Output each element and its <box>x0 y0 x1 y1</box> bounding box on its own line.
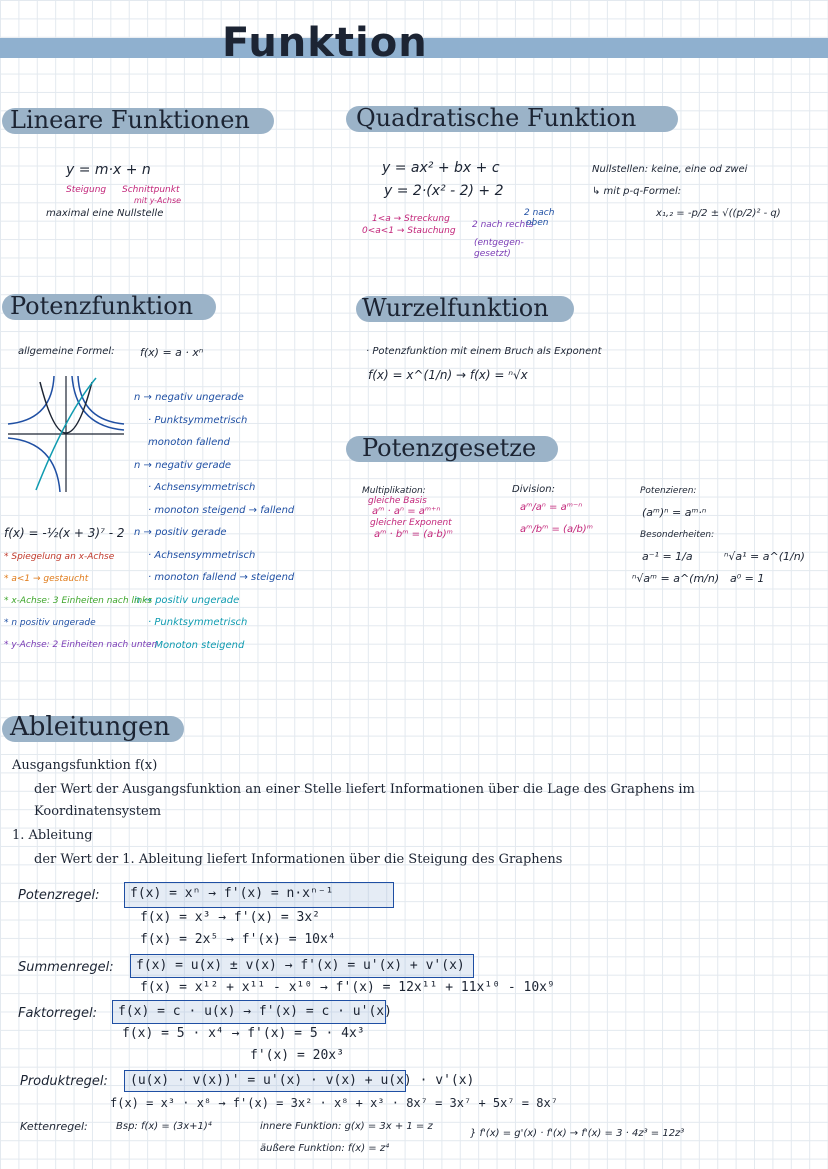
potenz-note-item: * x-Achse: 3 Einheiten nach links <box>4 596 153 606</box>
potenz-prop-item: · Monoton steigend <box>148 639 245 651</box>
kettenregel-inner: innere Funktion: g(x) = 3x + 1 = z <box>260 1121 433 1132</box>
heading-lineare: Lineare Funktionen <box>10 106 250 134</box>
quad-ann-streckung: 1<a → Streckung <box>372 214 450 224</box>
heading-quadratische: Quadratische Funktion <box>356 104 637 132</box>
potenzregel-ex2: f(x) = 2x⁵ → f'(x) = 10x⁴ <box>140 932 336 947</box>
gesetze-div-1: aᵐ/aⁿ = aᵐ⁻ⁿ <box>520 502 583 513</box>
faktorregel-label: Faktorregel: <box>18 1006 97 1021</box>
produktregel-label: Produktregel: <box>20 1074 108 1089</box>
quad-ann-stauchung: 0<a<1 → Stauchung <box>362 226 456 236</box>
kettenregel-label: Kettenregel: <box>20 1120 88 1133</box>
linear-note: maximal eine Nullstelle <box>46 208 164 219</box>
abl-ausgang-desc1: der Wert der Ausgangsfunktion an einer Stelle liefert Informationen über die Lage des Graphens im <box>34 782 695 797</box>
heading-potenz: Potenzfunktion <box>10 292 194 320</box>
graph-curve-neg-even-right <box>78 376 124 424</box>
quad-ann-oben2: oben <box>526 218 549 228</box>
gesetze-mult-3: gleicher Exponent <box>370 518 452 528</box>
quad-nullstellen: Nullstellen: keine, eine od zwei <box>592 164 748 175</box>
potenz-allg-formula: f(x) = a · xⁿ <box>140 346 204 359</box>
linear-label-steigung: Steigung <box>66 185 107 195</box>
abl-erste: 1. Ableitung <box>12 828 93 843</box>
summenregel-ex: f(x) = x¹² + x¹¹ - x¹⁰ → f'(x) = 12x¹¹ + 11x¹⁰ - 10x⁹ <box>140 980 555 995</box>
potenz-prop-item: · Punktsymmetrisch <box>148 414 248 426</box>
linear-label-y-achse: mit y-Achse <box>134 196 182 205</box>
quad-pq-label: ↳ mit p-q-Formel: <box>592 186 682 197</box>
gesetze-mult-4: aᵐ · bᵐ = (a·b)ᵐ <box>374 529 453 540</box>
abl-ausgang-desc2: Koordinatensystem <box>34 804 162 819</box>
gesetze-pot-label: Potenzieren: <box>640 486 697 496</box>
potenz-prop-item: · Achsensymmetrisch <box>148 482 256 493</box>
gesetze-mult-1: gleiche Basis <box>368 496 427 506</box>
potenz-graph <box>6 374 126 494</box>
gesetze-bes-4: a⁰ = 1 <box>730 572 765 585</box>
gesetze-mult-2: aᵐ · aⁿ = aᵐ⁺ⁿ <box>372 506 441 517</box>
gesetze-div-label: Division: <box>512 484 555 495</box>
linear-formula: y = m·x + n <box>66 162 151 178</box>
potenz-prop-item: · Achsensymmetrisch <box>148 549 256 561</box>
kettenregel-outer: äußere Funktion: f(x) = z⁴ <box>260 1143 390 1154</box>
page-title: Funktion <box>222 20 428 66</box>
potenz-prop-item: monoton fallend <box>148 437 230 448</box>
quad-formula-general: y = ax² + bx + c <box>382 160 500 176</box>
potenz-allg-label: allgemeine Formel: <box>18 346 115 357</box>
gesetze-bes-1: a⁻¹ = 1/a <box>642 550 693 563</box>
potenz-note-item: * n positiv ungerade <box>4 618 96 628</box>
quad-ann-entgegen: (entgegen- <box>474 238 524 248</box>
potenz-prop-item: n → positiv ungerade <box>134 594 240 606</box>
gesetze-bes-label: Besonderheiten: <box>640 530 715 540</box>
kettenregel-bsp: Bsp: f(x) = (3x+1)⁴ <box>116 1121 212 1132</box>
heading-ableitungen: Ableitungen <box>10 712 171 742</box>
gesetze-mult-label: Multiplikation: <box>362 486 426 496</box>
faktorregel-formula: f(x) = c · u(x) → f'(x) = c · u'(x) <box>118 1004 392 1019</box>
graph-curve-neg-odd-q3 <box>8 438 60 492</box>
graph-curve-neg-odd-q1 <box>72 376 124 430</box>
heading-gesetze: Potenzgesetze <box>362 434 537 462</box>
potenz-example: f(x) = -½(x + 3)⁷ - 2 <box>4 526 125 540</box>
potenz-prop-item: · monoton fallend → steigend <box>148 572 295 583</box>
gesetze-div-2: aᵐ/bᵐ = (a/b)ᵐ <box>520 524 593 535</box>
potenzregel-formula: f(x) = xⁿ → f'(x) = n·xⁿ⁻¹ <box>130 886 334 901</box>
potenz-prop-item: n → negativ gerade <box>134 459 232 471</box>
potenz-prop-item: n → negativ ungerade <box>134 392 244 403</box>
quad-formula-example: y = 2·(x² - 2) + 2 <box>384 183 504 199</box>
potenzregel-label: Potenzregel: <box>18 888 100 903</box>
potenz-note-item: * y-Achse: 2 Einheiten nach unten <box>4 640 158 650</box>
kettenregel-result: } f'(x) = g'(x) · f'(x) → f'(x) = 3 · 4z³ = 12z³ <box>470 1128 685 1139</box>
gesetze-bes-3: ⁿ√aᵐ = a^(m/n) <box>632 572 720 585</box>
faktorregel-ex2: f'(x) = 20x³ <box>250 1048 344 1063</box>
gesetze-pot-1: (aᵐ)ⁿ = aᵐ·ⁿ <box>642 506 707 519</box>
quad-ann-rechts: 2 nach rechts <box>472 220 534 230</box>
graph-curve-neg-even-left <box>8 376 54 424</box>
wurzel-line2: f(x) = x^(1/n) → f(x) = ⁿ√x <box>368 368 528 382</box>
abl-erste-desc: der Wert der 1. Ableitung liefert Informationen über die Steigung des Graphens <box>34 852 563 867</box>
quad-ann-gesetzt: gesetzt) <box>474 249 511 259</box>
linear-label-schnittpunkt: Schnittpunkt <box>122 185 180 195</box>
potenz-prop-item: · Punktsymmetrisch <box>148 617 248 628</box>
produktregel-ex: f(x) = x³ · x⁸ → f'(x) = 3x² · x⁸ + x³ · 8x⁷ = 3x⁷ + 5x⁷ = 8x⁷ <box>110 1096 558 1110</box>
abl-ausgang: Ausgangsfunktion f(x) <box>12 758 158 773</box>
quad-ann-oben: 2 nach <box>524 208 555 218</box>
potenz-prop-item: · monoton steigend → fallend <box>148 504 295 516</box>
gesetze-bes-2: ⁿ√a¹ = a^(1/n) <box>724 550 805 563</box>
potenzregel-ex1: f(x) = x³ → f'(x) = 3x² <box>140 910 321 925</box>
faktorregel-ex1: f(x) = 5 · x⁴ → f'(x) = 5 · 4x³ <box>122 1026 365 1041</box>
quad-pq-formula: x₁,₂ = -p/2 ± √((p/2)² - q) <box>656 208 781 219</box>
summenregel-label: Summenregel: <box>18 960 114 975</box>
potenz-prop-item: n → positiv gerade <box>134 527 227 538</box>
produktregel-formula: (u(x) · v(x))' = u'(x) · v(x) + u(x) · v'(x) <box>130 1073 475 1088</box>
heading-wurzel: Wurzelfunktion <box>362 294 549 322</box>
potenz-note-item: * a<1 → gestaucht <box>4 574 89 584</box>
potenz-note-item: * Spiegelung an x-Achse <box>4 552 115 562</box>
summenregel-formula: f(x) = u(x) ± v(x) → f'(x) = u'(x) + v'(x) <box>136 958 465 973</box>
wurzel-line1: · Potenzfunktion mit einem Bruch als Exponent <box>366 346 602 357</box>
